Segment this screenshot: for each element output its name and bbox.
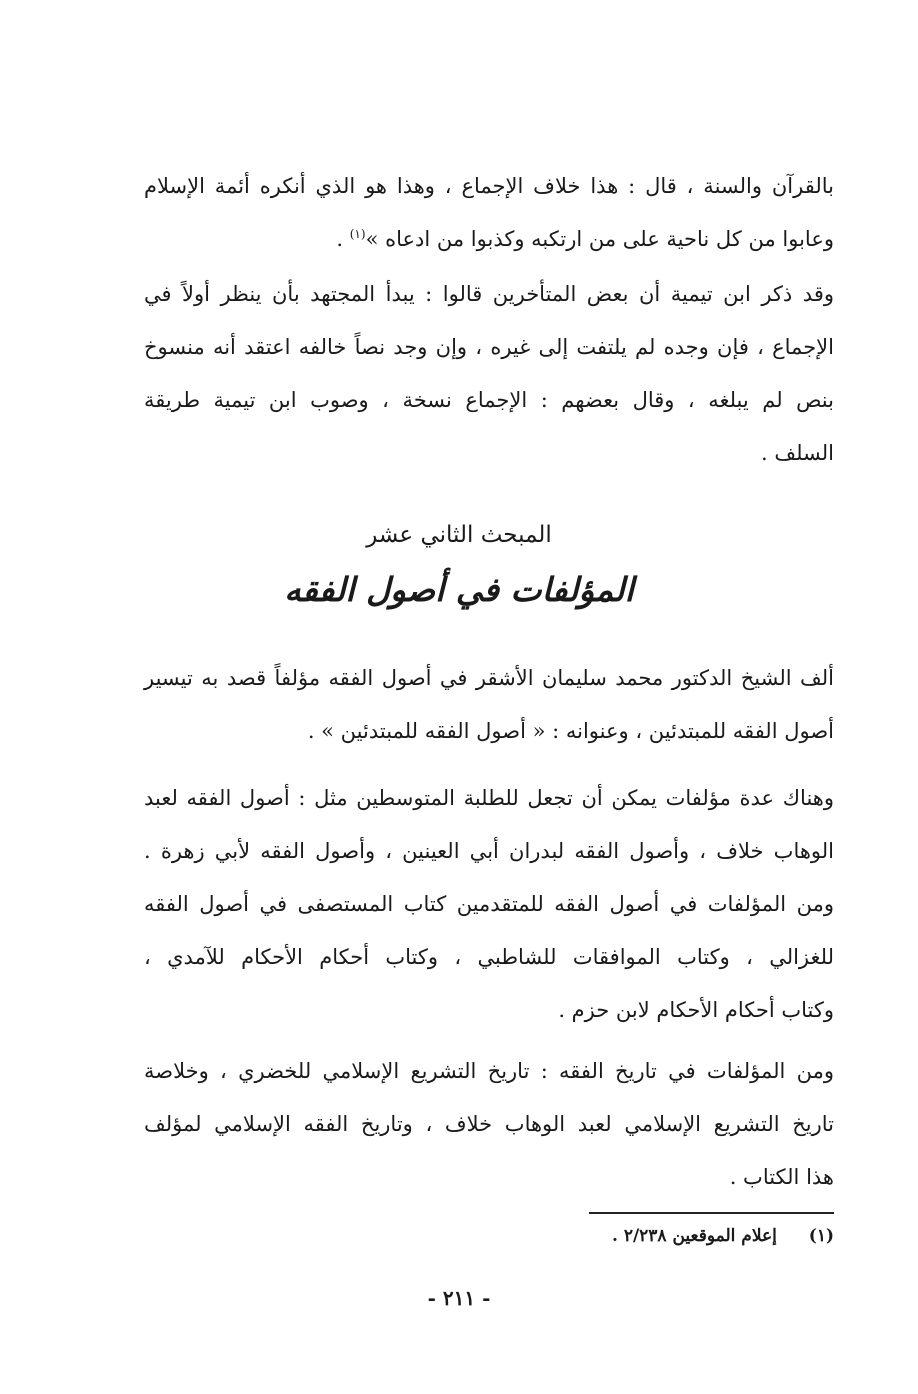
text-line: تاريخ التشريع الإسلامي لعبد الوهاب خلاف ، وتاريخ الفقه الإسلامي لمؤلف [144, 1112, 834, 1136]
text-line: ومن المؤلفات في أصول الفقه للمتقدمين كتاب المستصفى في أصول الفقه [144, 892, 834, 916]
text-fragment: . [336, 227, 350, 251]
footnote-divider [589, 1212, 834, 1214]
section-subtitle: المبحث الثاني عشر [366, 522, 552, 548]
footnote-reference: (١) [349, 227, 366, 241]
text-line: بنص لم يبلغه ، وقال بعضهم : الإجماع نسخة ، وصوب ابن تيمية طريقة [144, 388, 834, 412]
text-line: وهناك عدة مؤلفات يمكن أن تجعل للطلبة المتوسطين مثل : أصول الفقه لعبد [144, 786, 834, 810]
footnote [612, 1226, 834, 1246]
text-line: بالقرآن والسنة ، قال : هذا خلاف الإجماع ، وهذا هو الذي أنكره أئمة الإسلام [144, 174, 834, 198]
footnote-text: إعلام الموقعين ٢/٢٣٨ . [611, 1226, 777, 1246]
footnote-number: (١) [808, 1226, 834, 1246]
text-line: السلف . [760, 441, 834, 465]
paragraph-beginners-book [144, 652, 834, 758]
text-line: هذا الكتاب . [729, 1165, 834, 1189]
text-fragment: وعابوا من كل ناحية على من ارتكبه وكذبوا من ادعاه » [365, 227, 834, 251]
paragraph-history-books [144, 1045, 834, 1204]
paragraph-ibn-taymiyya [144, 268, 834, 480]
text-line [144, 213, 834, 266]
text-line: ومن المؤلفات في تاريخ الفقه : تاريخ التشريع الإسلامي للخضري ، وخلاصة [144, 1059, 834, 1083]
text-line: ألف الشيخ الدكتور محمد سليمان الأشقر في أصول الفقه مؤلفاً قصد به تيسير [144, 666, 834, 690]
text-line: وكتاب أحكام الأحكام لابن حزم . [558, 998, 834, 1022]
paragraph-quote-ending [144, 160, 834, 266]
text-line: أصول الفقه للمبتدئين ، وعنوانه : « أصول الفقه للمبتدئين » . [307, 719, 834, 743]
text-line: الإجماع ، فإن وجده لم يلتفت إلى غيره ، وإن وجد نصاً خالفه اعتقد أنه منسوخ [144, 335, 834, 359]
section-title: المؤلفات في أصول الفقه [284, 570, 634, 609]
text-line: وقد ذكر ابن تيمية أن بعض المتأخرين قالوا : يبدأ المجتهد بأن ينظر أولاً في [144, 282, 834, 306]
page-number: - ٢١١ - [427, 1286, 491, 1310]
paragraph-intermediate-books [144, 772, 834, 1037]
text-line: للغزالي ، وكتاب الموافقات للشاطبي ، وكتاب أحكام الأحكام للآمدي ، [144, 945, 834, 969]
text-line: الوهاب خلاف ، وأصول الفقه لبدران أبي العينين ، وأصول الفقه لأبي زهرة . [144, 839, 834, 863]
